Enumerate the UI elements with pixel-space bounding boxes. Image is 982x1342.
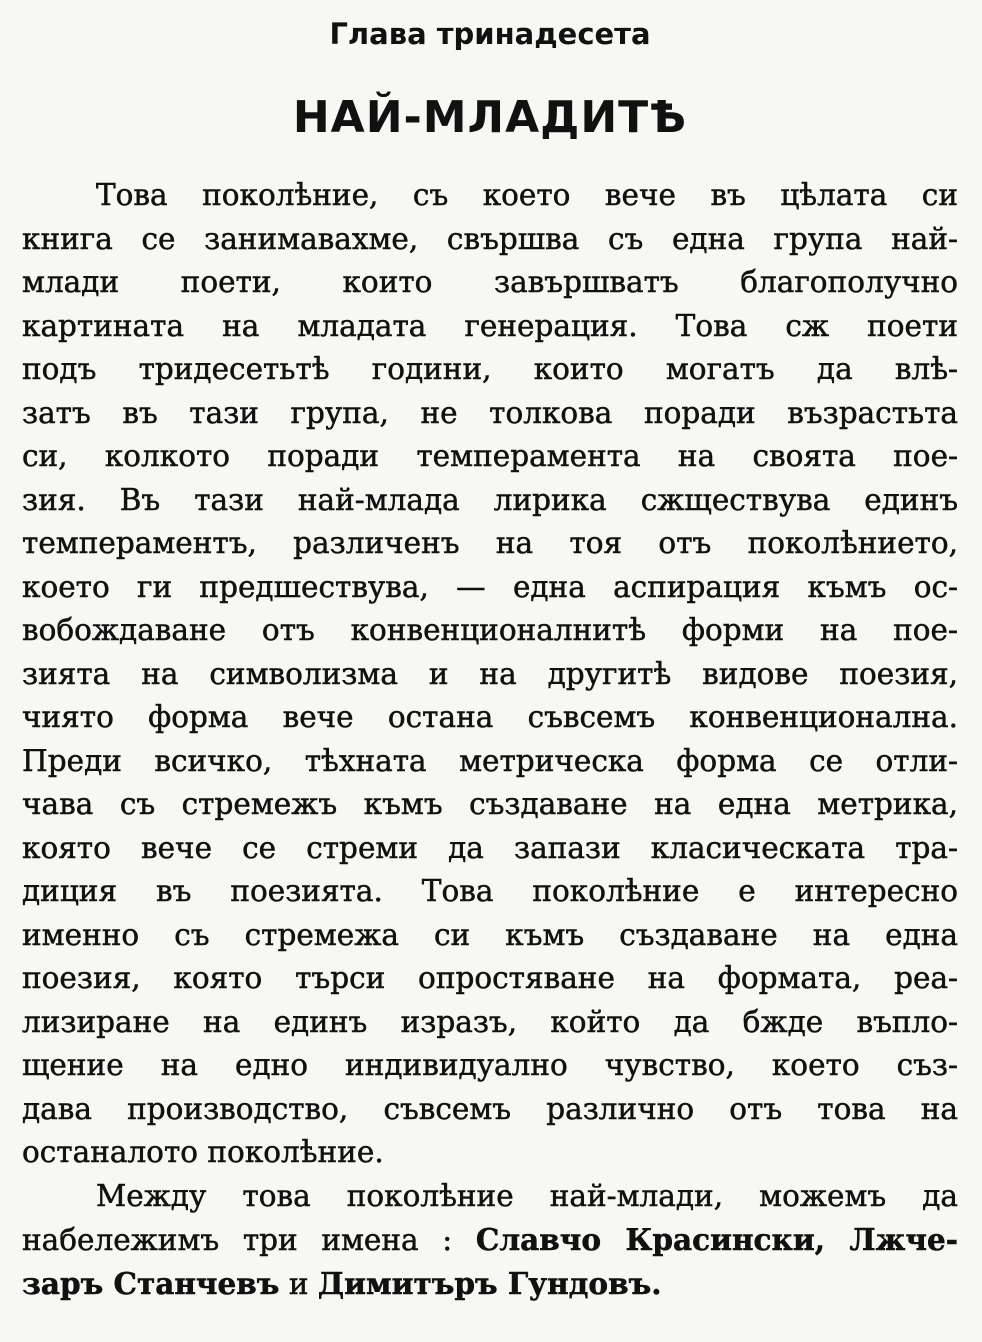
paragraph-2-line xyxy=(22,1262,958,1306)
paragraph-1-line: поезия, която търси опростяване на формата, реа- xyxy=(22,961,958,995)
paragraph-1-line: дава производство, съвсемъ различно отъ това на xyxy=(22,1091,958,1126)
paragraph-1-line: именно съ стремежа си къмъ създаване на една xyxy=(22,917,958,952)
paragraph-1-line: чиято форма вече остана съвсемъ конвенционална. xyxy=(22,700,958,734)
poet-name: Димитъръ Гундовъ. xyxy=(317,1265,662,1301)
paragraph-1-line: щение на едно индивидуално чувство, което съз- xyxy=(22,1048,958,1082)
paragraph-1-line: Това поколѣние, съ което вече въ цѣлата си xyxy=(96,178,958,212)
paragraph-2-line: Между това поколѣние най-млади, можемъ да xyxy=(96,1178,958,1213)
paragraph-1-line: останалото поколѣние. xyxy=(22,1135,384,1169)
paragraph-1-line: чава съ стремежъ къмъ създаване на една метрика, xyxy=(22,787,958,821)
paragraph-1-line: лизиране на единъ изразъ, който да бжде въпло- xyxy=(22,1004,958,1039)
paragraph-1-line: книга се занимавахме, свършва съ една група най- xyxy=(22,221,958,256)
paragraph-2 xyxy=(22,1175,958,1306)
paragraph-1 xyxy=(22,174,958,1175)
paragraph-2-line xyxy=(22,1218,958,1262)
poet-names: Славчо Красински, Лжче- xyxy=(475,1222,958,1257)
paragraph-1-line: картината на младата генерация. Това сж поети xyxy=(22,308,958,343)
chapter-heading: Глава тринадесета xyxy=(329,17,651,51)
paragraph-1-line: млади поети, които завършватъ благополучно xyxy=(22,265,958,299)
chapter-title: НАЙ-МЛАДИТѢ xyxy=(292,92,688,143)
paragraph-1-line: темпераментъ, различенъ на тоя отъ поколѣнието, xyxy=(22,526,958,560)
paragraph-1-line: вобождаване отъ конвенционалнитѣ форми на пое- xyxy=(22,613,958,647)
paragraph-1-line: затъ въ тази група, не толкова поради възрастьта xyxy=(22,395,958,430)
paragraph-2-text: набележимъ три имена : xyxy=(22,1223,453,1257)
paragraph-1-line: си, колкото поради темперамента на своята пое- xyxy=(22,439,958,473)
paragraph-1-line: Преди всичко, тѣхната метрическа форма се отли- xyxy=(22,743,958,778)
paragraph-1-line: която вече се стреми да запази класическата тра- xyxy=(22,830,958,865)
paragraph-1-line: диция въ поезията. Това поколѣние е интересно xyxy=(22,874,958,908)
poet-name: заръ Станчевъ xyxy=(22,1265,280,1301)
paragraph-2-text: и xyxy=(288,1266,309,1301)
paragraph-1-line: зията на символизма и на другитѣ видове поезия, xyxy=(22,656,958,691)
paragraph-1-line: подъ тридесетьтѣ години, които могатъ да влѣ- xyxy=(22,352,958,386)
paragraph-1-line: зия. Въ тази най-млада лирика сжществува единъ xyxy=(22,482,958,517)
paragraph-1-line: което ги предшествува, — една аспирация къмъ ос- xyxy=(22,569,958,604)
